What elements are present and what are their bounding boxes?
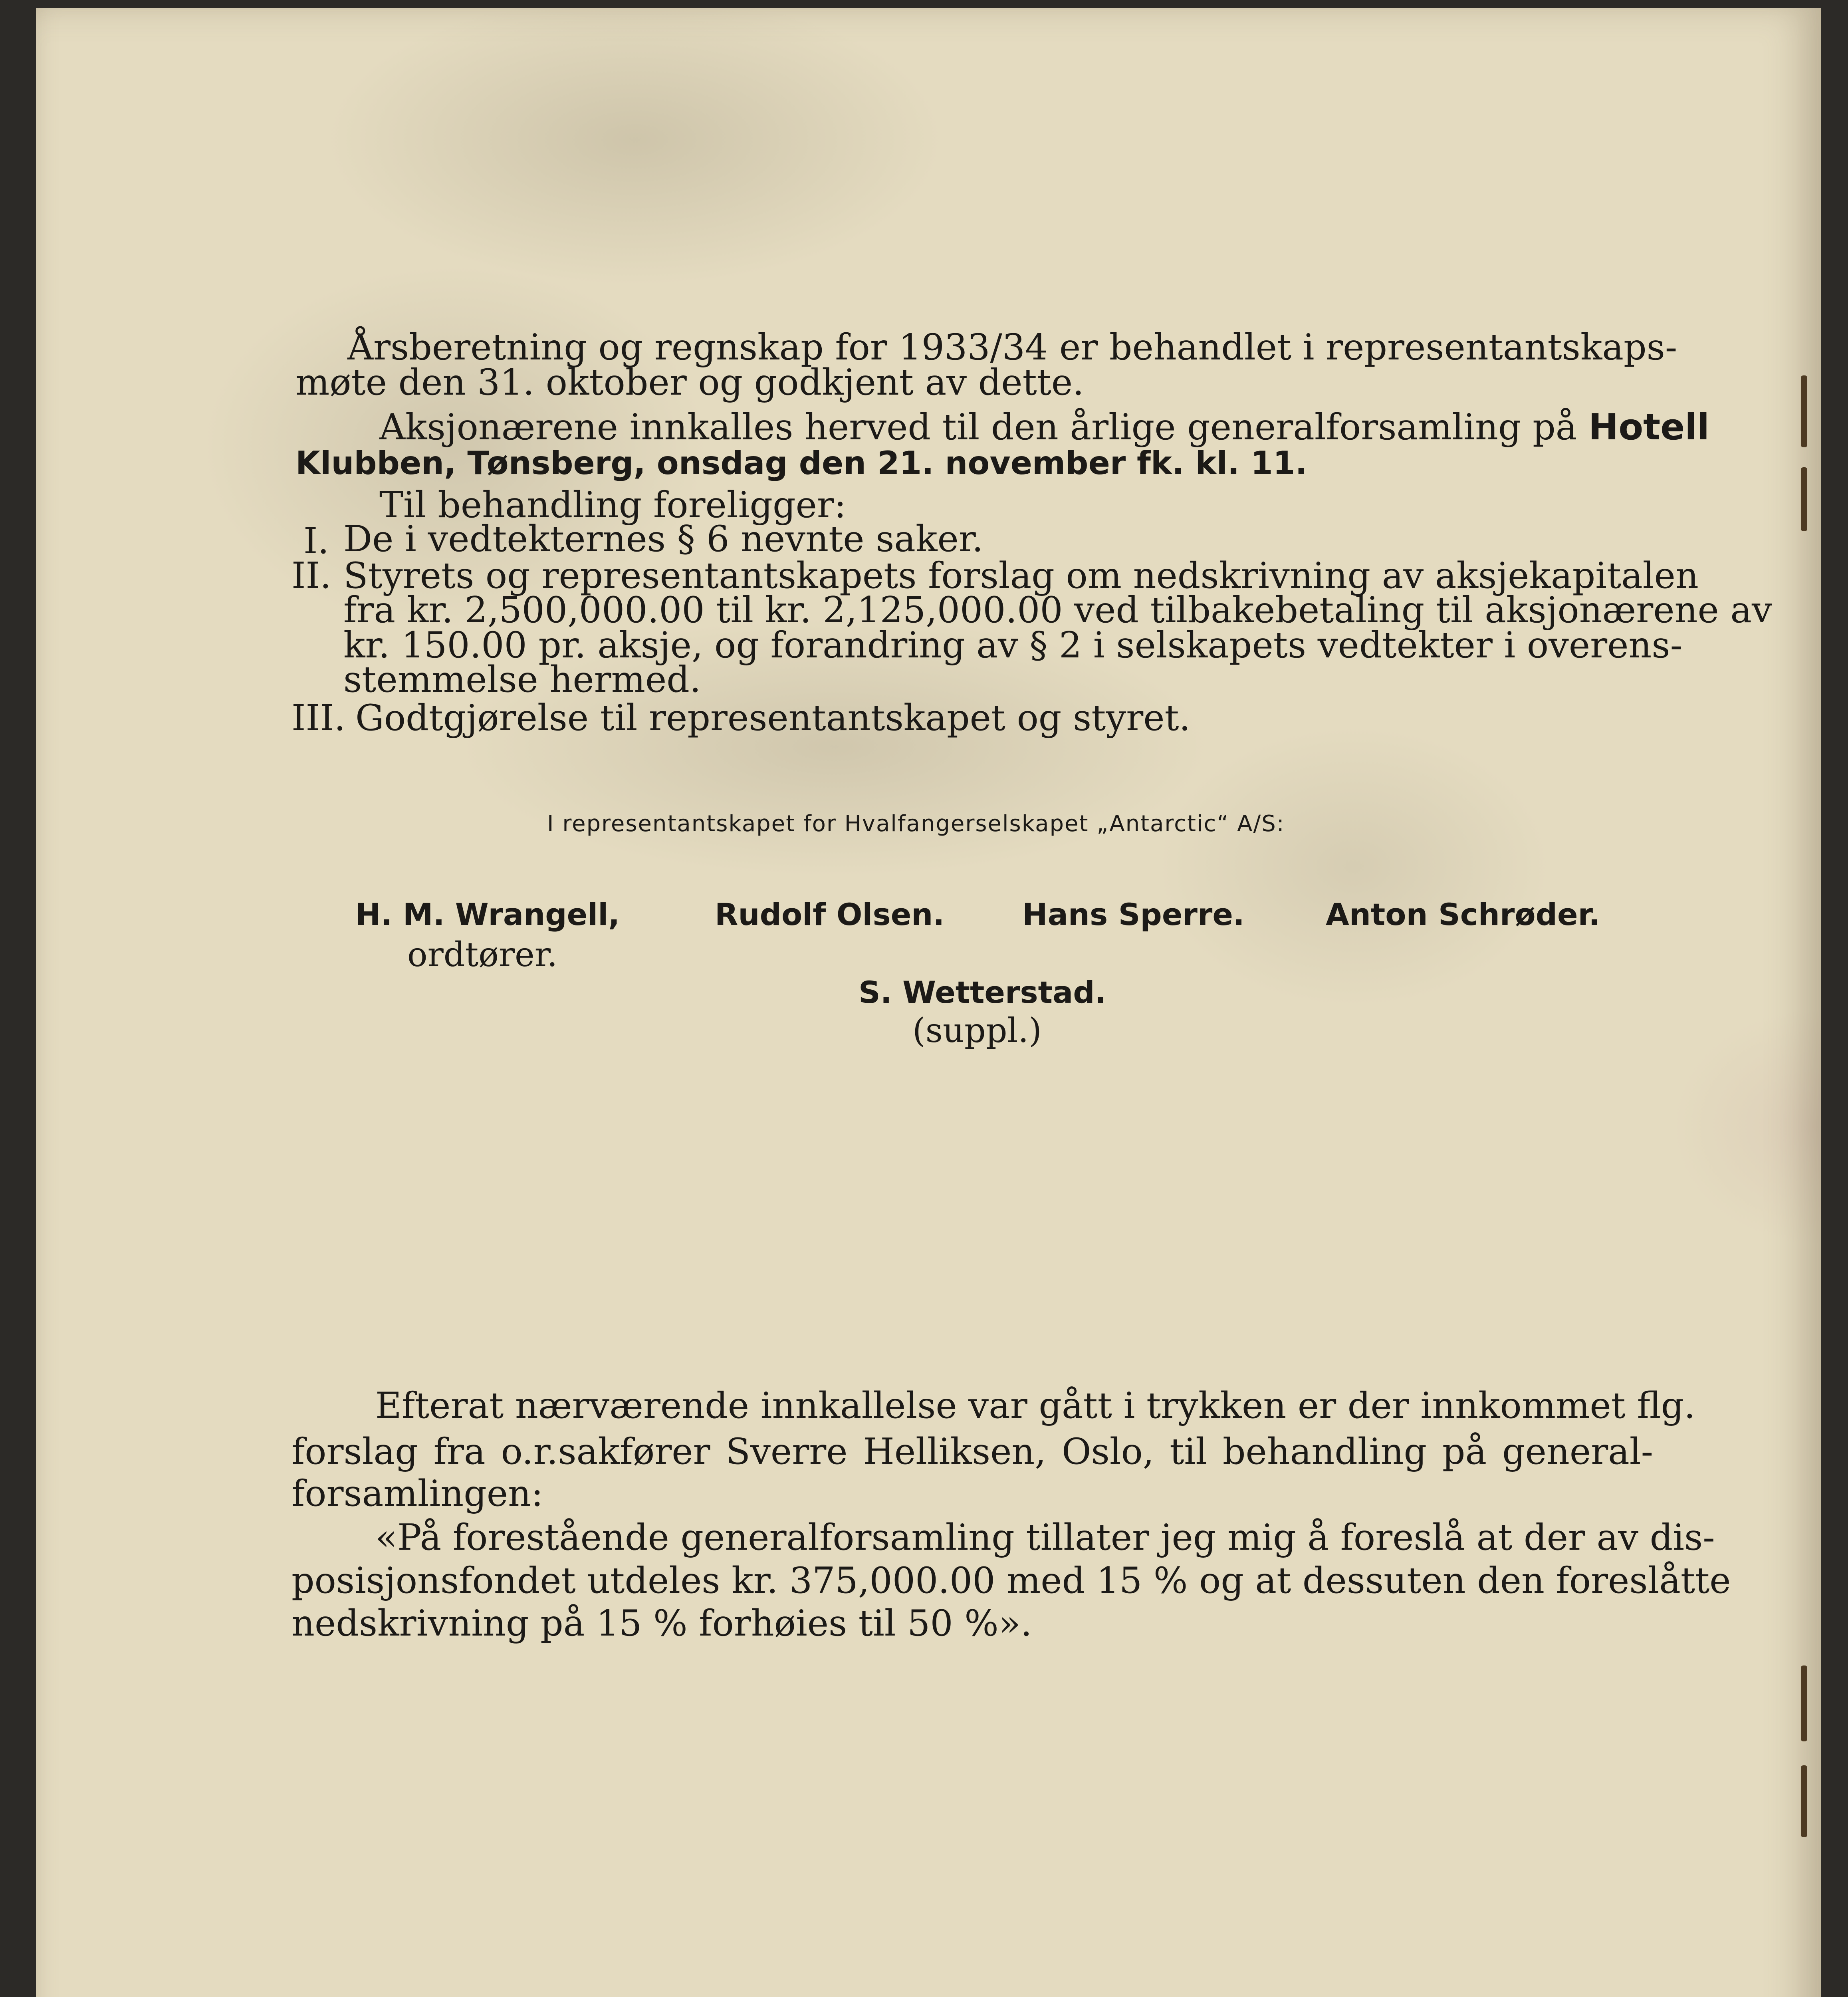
agenda-item-2-line-3: kr. 150.00 pr. aksje, og forandring av § 2 i selskapets vedtekter i overens- bbox=[343, 624, 1682, 666]
agenda-item-2-numeral: II. bbox=[291, 555, 331, 597]
paragraph-invitation-line-2: Klubben, Tønsberg, onsdag den 21. november fk. kl. 11. bbox=[295, 445, 1307, 482]
agenda-intro: Til behandling foreligger: bbox=[379, 484, 847, 526]
agenda-item-1-text: De i vedtekternes § 6 nevnte saker. bbox=[343, 518, 983, 560]
paragraph-annual-report-line-2: møte den 31. oktober og godkjent av dette. bbox=[295, 361, 1084, 403]
addendum-line-4: «På forestående generalforsamling tillater jeg mig å foreslå at der av dis- bbox=[375, 1517, 1715, 1558]
addendum-line-6: nedskrivning på 15 % forhøies til 50 %». bbox=[291, 1602, 1032, 1644]
staple-mark-upper-2 bbox=[1801, 467, 1807, 531]
signature-schroder: Anton Schrøder. bbox=[1326, 897, 1600, 932]
signature-olsen: Rudolf Olsen. bbox=[715, 897, 945, 932]
paragraph-invitation-line-1 bbox=[379, 406, 1709, 448]
signature-heading: I representantskapet for Hvalfangerselskapet „Antarctic“ A/S: bbox=[547, 811, 1285, 837]
signature-wrangell: H. M. Wrangell, bbox=[355, 897, 620, 932]
agenda-item-3-text: Godtgjørelse til representantskapet og styret. bbox=[355, 697, 1191, 739]
addendum-line-3: forsamlingen: bbox=[291, 1473, 543, 1515]
signature-wetterstad: S. Wetterstad. bbox=[859, 975, 1106, 1010]
addendum-line-2: forslag fra o.r.sakfører Sverre Helliksen, Oslo, til behandling på general- bbox=[291, 1431, 1653, 1473]
agenda-item-2-line-2: fra kr. 2,500,000.00 til kr. 2,125,000.00 ved tilbakebetaling til aksjonærene av bbox=[343, 589, 1772, 631]
invitation-hotel-word: Hotell bbox=[1588, 406, 1709, 448]
staple-mark-lower-1 bbox=[1801, 1665, 1807, 1741]
staple-mark-lower-2 bbox=[1801, 1765, 1807, 1837]
addendum-line-5: posisjonsfondet utdeles kr. 375,000.00 med 15 % og at dessuten den foreslåtte bbox=[291, 1560, 1731, 1602]
addendum-line-1: Efterat nærværende innkallelse var gått i trykken er der innkommet flg. bbox=[375, 1385, 1695, 1427]
paragraph-annual-report-line-1: Årsberetning og regnskap for 1933/34 er behandlet i representantskaps- bbox=[347, 326, 1677, 368]
signature-sperre: Hans Sperre. bbox=[1022, 897, 1245, 932]
agenda-item-2-line-1: Styrets og representantskapets forslag om nedskrivning av aksjekapitalen bbox=[343, 555, 1699, 597]
signature-wrangell-title: ordtører. bbox=[407, 935, 558, 974]
invitation-lead-text: Aksjonærene innkalles herved til den årlige generalforsamling på bbox=[379, 406, 1577, 448]
signature-wetterstad-title: (suppl.) bbox=[912, 1011, 1042, 1050]
agenda-item-3-numeral: III. bbox=[291, 697, 346, 739]
agenda-item-2-line-4: stemmelse hermed. bbox=[343, 659, 701, 701]
staple-mark-upper-1 bbox=[1801, 375, 1807, 447]
agenda-item-1-numeral: I. bbox=[303, 520, 329, 562]
